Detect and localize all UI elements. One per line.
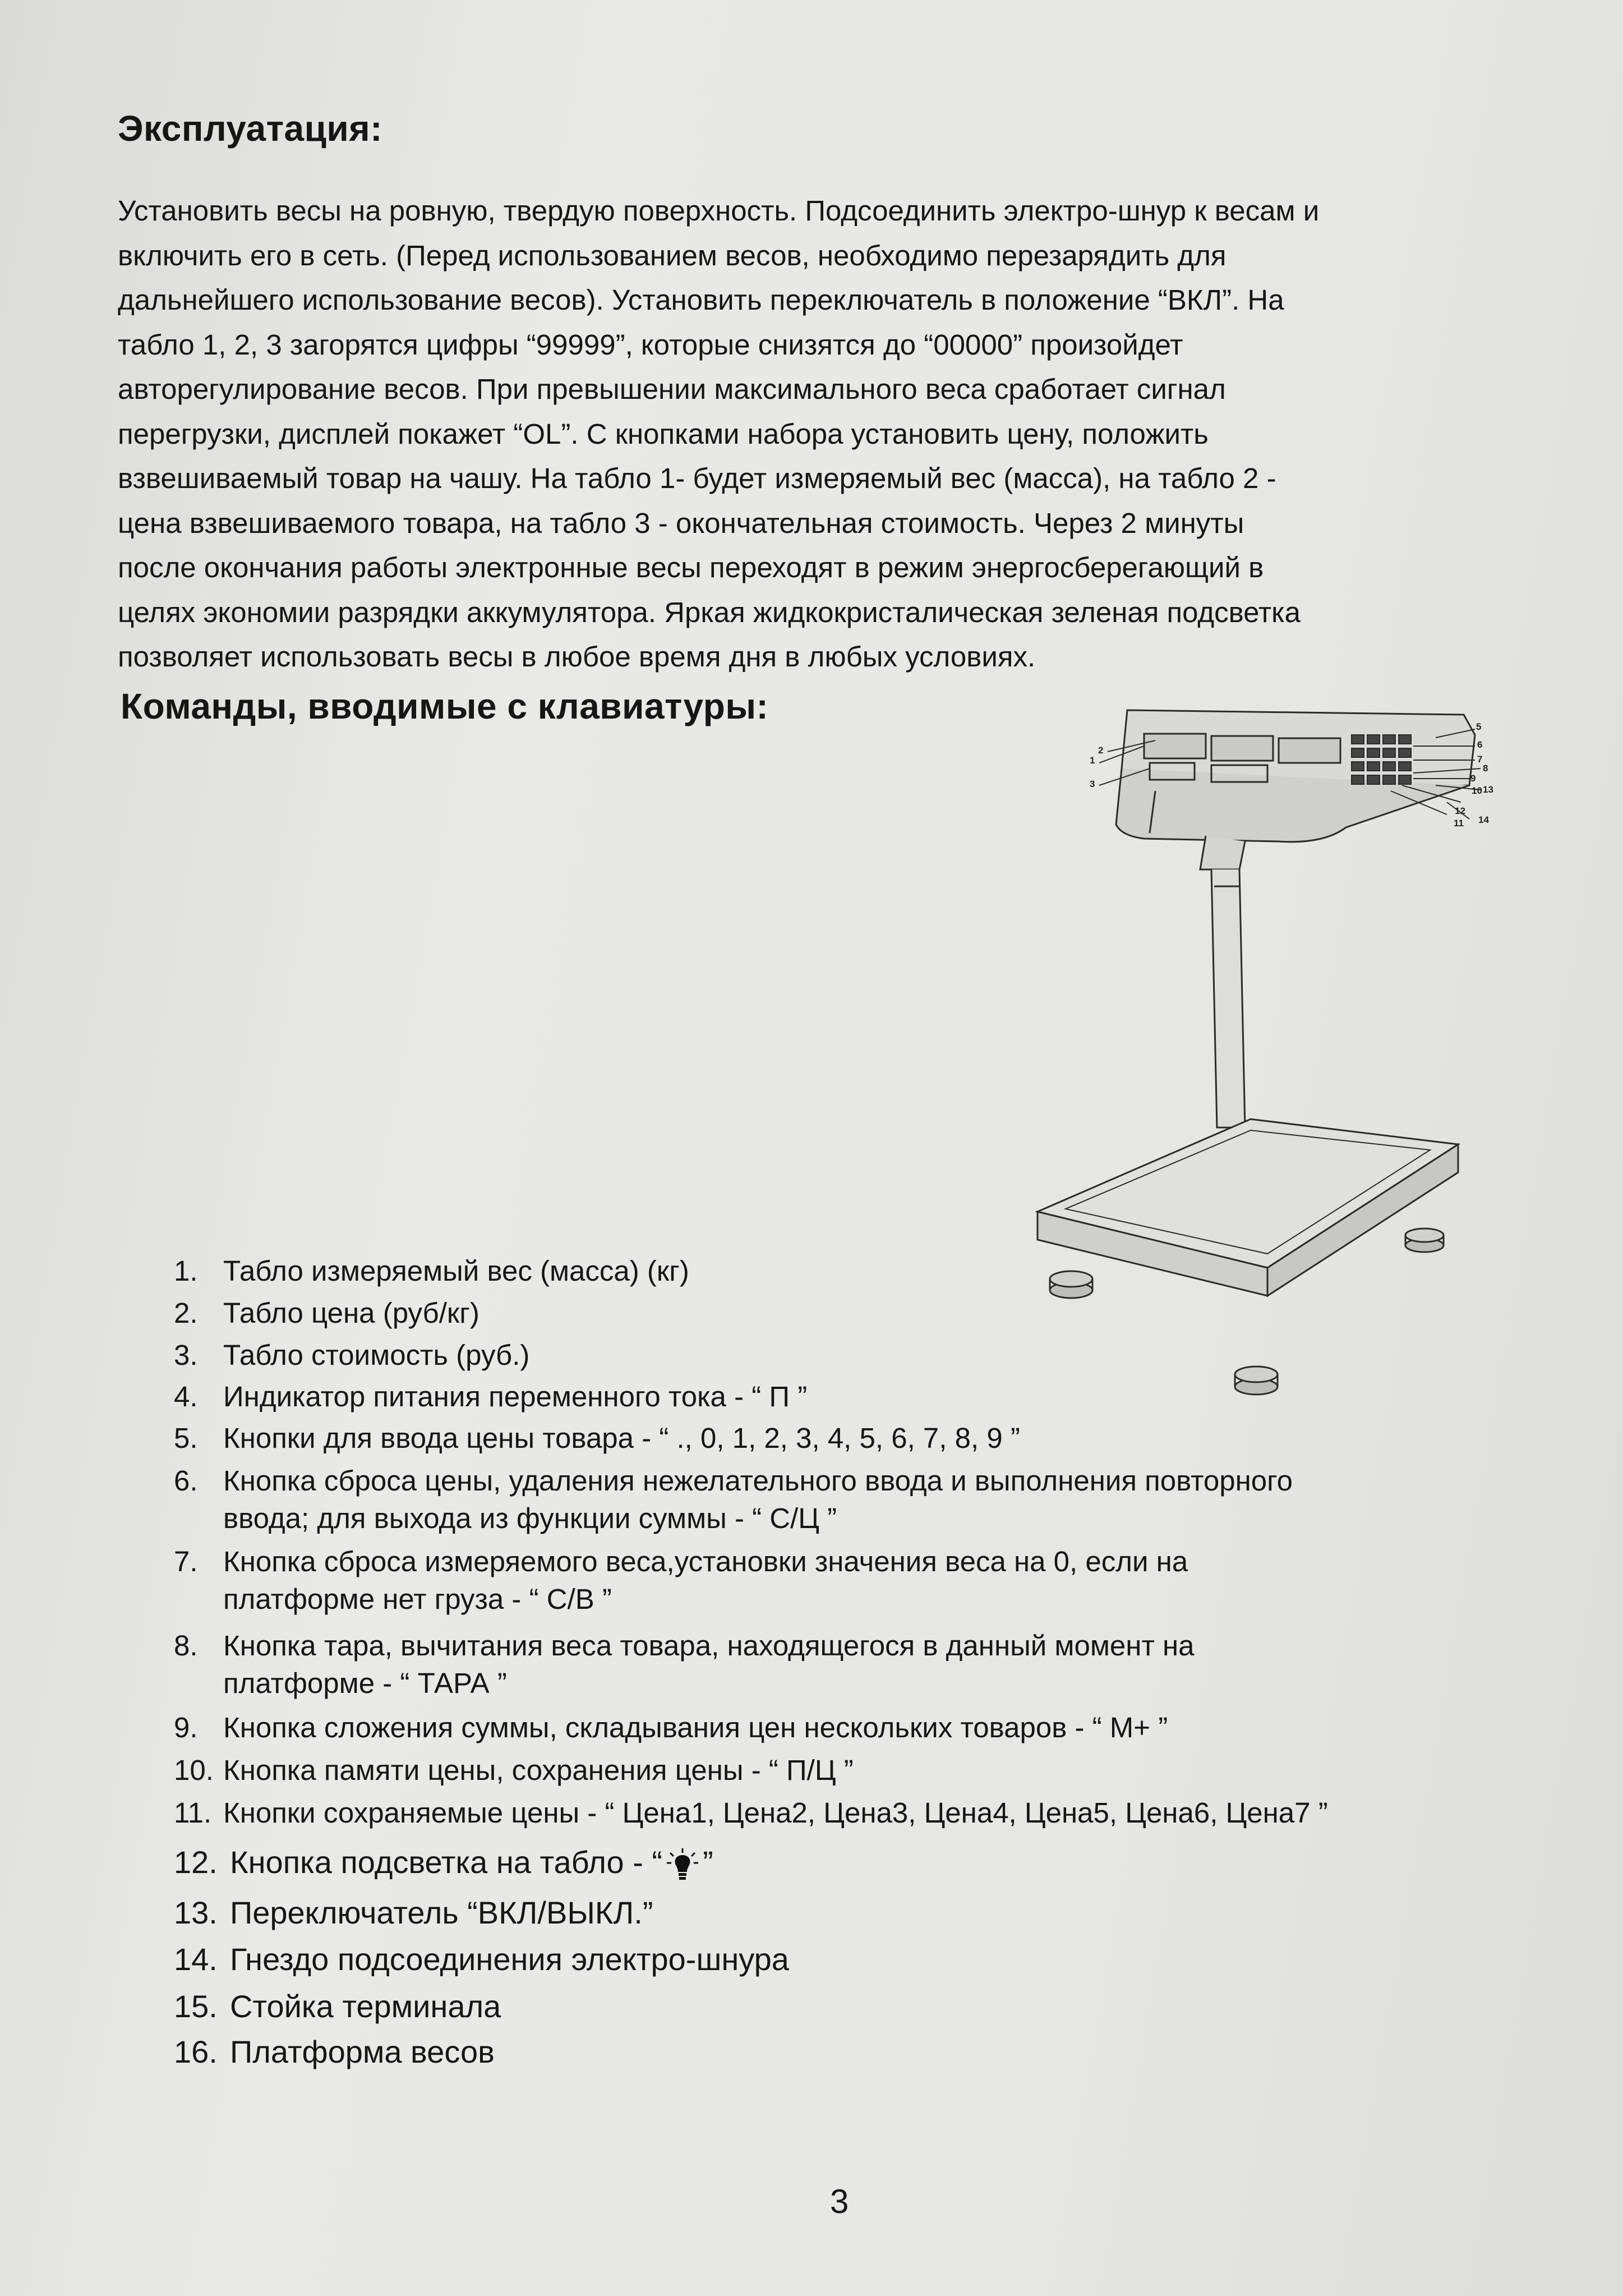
paragraph-line: включить его в сеть. (Перед использованием весов, необходимо перезарядить для — [118, 239, 1227, 272]
item-number: 4. — [174, 1381, 198, 1412]
item-number: 9. — [174, 1711, 198, 1743]
item-text: Кнопка подсветка на табло - “ — [230, 1844, 663, 1880]
list-item — [174, 1894, 653, 1931]
callout-label: 7 — [1477, 754, 1483, 765]
list-item — [174, 1419, 1020, 1457]
item-number: 16. — [174, 2034, 218, 2069]
list-item — [174, 1794, 1328, 1832]
operation-heading: Эксплуатация: — [118, 108, 382, 149]
item-text: Кнопка сброса цены, удаления нежелательного ввода и выполнения повторного — [223, 1465, 1293, 1497]
item-text: Кнопки для ввода цены товара - “ ., 0, 1, 2, 3, 4, 5, 6, 7, 8, 9 ” — [223, 1422, 1020, 1454]
callout-label: 13 — [1483, 784, 1493, 795]
paragraph-line: взвешиваемый товар на чашу. На табло 1- будет измеряемый вес (масса), на табло 2 - — [118, 462, 1276, 494]
callout-label: 2 — [1098, 745, 1104, 756]
item-text: Кнопка сложения суммы, складывания цен нескольких товаров - “ М+ ” — [223, 1711, 1168, 1743]
list-item — [174, 1709, 1168, 1746]
callout-label: 3 — [1090, 779, 1095, 789]
item-number: 10. — [174, 1754, 214, 1786]
item-number: 12. — [174, 1844, 218, 1880]
item-text-continued: ввода; для выхода из функции суммы - “ С/Ц ” — [223, 1502, 837, 1534]
item-text-continued: платформе - “ ТАРА ” — [223, 1667, 507, 1699]
item-number: 2. — [174, 1297, 198, 1329]
item-number: 13. — [174, 1895, 218, 1930]
item-number: 8. — [174, 1630, 198, 1662]
list-item — [174, 1940, 789, 1978]
paragraph-line: после окончания работы электронные весы переходят в режим энергосберегающий в — [118, 551, 1264, 583]
item-number: 1. — [174, 1255, 198, 1287]
callout-label: 6 — [1477, 739, 1483, 750]
list-item — [174, 1627, 1195, 1702]
paragraph-line: позволяет использовать весы в любое время дня в любых условиях. — [118, 641, 1036, 673]
callout-label: 9 — [1470, 773, 1476, 784]
list-item — [174, 1751, 854, 1789]
item-text: Кнопки сохраняемые цены - “ Цена1, Цена2, Цена3, Цена4, Цена5, Цена6, Цена7 ” — [223, 1797, 1328, 1829]
item-number: 7. — [174, 1545, 198, 1577]
paragraph-line: перегрузки, дисплей покажет “OL”. С кнопками набора установить цену, положить — [118, 417, 1209, 450]
item-number: 3. — [174, 1339, 198, 1371]
paragraph-line: табло 1, 2, 3 загорятся цифры “99999”, которые снизятся до “00000” произойдет — [118, 328, 1183, 361]
list-item — [174, 1336, 529, 1374]
item-text: Гнездо подсоединения электро-шнура — [230, 1941, 789, 1977]
light-bulb-icon — [666, 1847, 699, 1882]
callout-label: 10 — [1472, 785, 1482, 796]
callout-label: 5 — [1476, 721, 1482, 732]
item-number: 5. — [174, 1422, 198, 1454]
item-text: Кнопка сброса измеряемого веса,установки значения веса на 0, если на — [223, 1545, 1188, 1577]
callout-label: 12 — [1455, 806, 1465, 816]
item-text: Индикатор питания переменного тока - “ П ” — [223, 1381, 808, 1412]
item-number: 6. — [174, 1465, 198, 1497]
item-text: Платформа весов — [230, 2034, 495, 2069]
paragraph-line: дальнейшего использование весов). Установить переключатель в положение “ВКЛ”. На — [118, 284, 1284, 316]
item-number: 14. — [174, 1941, 218, 1977]
paragraph-line: Установить весы на ровную, твердую поверхность. Подсоединить электро-шнур к весам и — [118, 195, 1320, 227]
item-text-end: ” — [703, 1844, 713, 1880]
list-item — [174, 1252, 689, 1290]
callout-label: 11 — [1454, 818, 1464, 829]
scale-drawing-icon — [987, 707, 1503, 1414]
paragraph-line: цена взвешиваемого товара, на табло 3 - окончательная стоимость. Через 2 минуты — [118, 507, 1244, 539]
list-item — [174, 1987, 501, 2025]
list-item — [174, 1543, 1188, 1618]
item-text: Кнопка тара, вычитания веса товара, находящегося в данный момент на — [223, 1630, 1195, 1662]
item-text: Табло стоимость (руб.) — [223, 1339, 530, 1371]
item-text-continued: платформе нет груза - “ С/В ” — [223, 1583, 612, 1615]
list-item — [174, 1843, 713, 1882]
item-text: Стойка терминала — [230, 1989, 501, 2024]
list-item — [174, 1378, 807, 1415]
paragraph-line: целях экономии разрядки аккумулятора. Яркая жидкокристалическая зеленая подсветка — [118, 596, 1301, 628]
item-text: Табло цена (руб/кг) — [223, 1297, 479, 1329]
item-text: Переключатель “ВКЛ/ВЫКЛ.” — [230, 1895, 653, 1930]
item-text: Табло измеряемый вес (масса) (кг) — [223, 1255, 689, 1287]
list-item — [174, 1294, 479, 1332]
item-text: Кнопка памяти цены, сохранения цены - “ П/Ц ” — [223, 1754, 854, 1786]
page-number: 3 — [830, 2183, 849, 2220]
callout-label: 8 — [1483, 763, 1488, 774]
list-item — [174, 1462, 1293, 1537]
scale-illustration — [987, 707, 1503, 1414]
item-number: 11. — [174, 1797, 212, 1829]
callout-label: 14 — [1478, 815, 1489, 825]
callout-label: 1 — [1090, 755, 1095, 766]
commands-heading: Команды, вводимые с клавиатуры: — [121, 686, 769, 726]
item-number: 15. — [174, 1989, 218, 2024]
list-item — [174, 2033, 495, 2070]
paragraph-line: авторегулирование весов. При превышении максимального веса сработает сигнал — [118, 373, 1226, 405]
operation-paragraph — [118, 188, 1486, 679]
